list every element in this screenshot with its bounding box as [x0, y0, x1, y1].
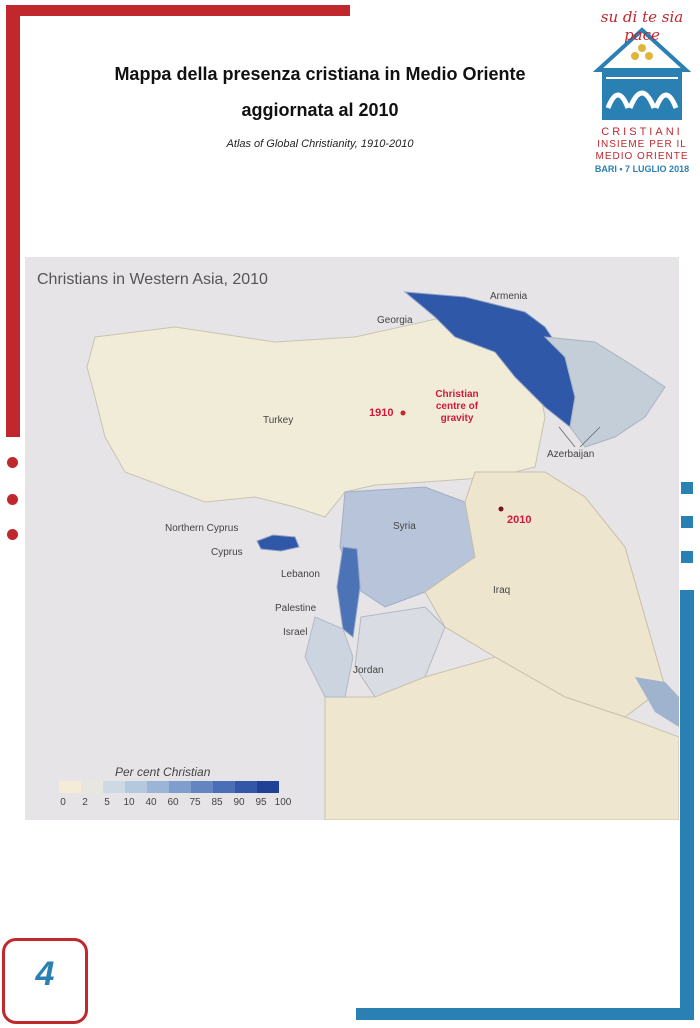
event-logo: [588, 8, 696, 176]
legend-title: Per cent Christian: [115, 765, 211, 779]
map-title: Christians in Western Asia, 2010: [37, 271, 268, 288]
gravity-caption-line2: centre of: [435, 401, 479, 412]
legend-tick-label: 100: [274, 797, 292, 808]
page-title-line2: aggiornata al 2010: [241, 100, 399, 120]
legend-swatch: [59, 781, 81, 793]
decor-dot: [7, 529, 18, 540]
legend-swatch: [81, 781, 103, 793]
legend-swatch: [125, 781, 147, 793]
source-caption: Atlas of Global Christianity, 1910-2010: [226, 138, 414, 150]
label-armenia: Armenia: [490, 291, 528, 302]
legend-tick-label: 10: [123, 797, 135, 808]
legend-color-bar: [59, 781, 279, 793]
frame-top-bar: [6, 5, 350, 16]
legend-swatch: [169, 781, 191, 793]
legend-tick-label: 60: [167, 797, 179, 808]
gravity-caption-line3: gravity: [440, 413, 474, 424]
legend-tick-label: 75: [189, 797, 201, 808]
page-number-box: [2, 938, 88, 1024]
frame-bottom-bar: [356, 1008, 694, 1020]
legend-swatch: [213, 781, 235, 793]
decor-dot: [7, 457, 18, 468]
legend-tick-label: 0: [60, 797, 66, 808]
map-graphic: [25, 257, 679, 820]
gravity-point-2010: [499, 507, 504, 512]
logo-text-line2: INSIEME PER IL: [597, 139, 687, 150]
label-iraq: Iraq: [493, 585, 511, 596]
legend-tick-label: 95: [255, 797, 267, 808]
frame-left-bar: [6, 5, 20, 437]
legend-swatch: [257, 781, 279, 793]
label-palestine: Palestine: [275, 603, 317, 614]
gravity-1910-label: 1910: [369, 407, 394, 419]
label-cyprus: Cyprus: [211, 547, 243, 558]
decor-square: [681, 551, 693, 563]
label-georgia: Georgia: [377, 315, 413, 326]
decor-square: [681, 516, 693, 528]
label-jordan: Jordan: [353, 665, 384, 676]
label-lebanon: Lebanon: [281, 569, 320, 580]
legend-tick-label: 2: [82, 797, 88, 808]
christians-map: [25, 257, 679, 820]
label-northern-cyprus: Northern Cyprus: [165, 523, 239, 534]
legend-tick-label: 40: [145, 797, 157, 808]
label-israel: Israel: [283, 627, 308, 638]
logo-script: su di te sia pace: [600, 8, 684, 44]
gravity-point-1910: [401, 411, 406, 416]
label-azerbaijan: Azerbaijan: [547, 449, 595, 460]
page-title: Mappa della presenza cristiana in Medio Oriente: [114, 64, 526, 84]
logo-date: BARI • 7 LUGLIO 2018: [594, 164, 690, 174]
legend-swatch: [235, 781, 257, 793]
decor-square: [681, 482, 693, 494]
page-number: 4: [35, 955, 55, 993]
frame-right-bar: [680, 590, 694, 1020]
legend-swatch: [147, 781, 169, 793]
gravity-2010-label: 2010: [507, 514, 532, 526]
logo-text-line3: MEDIO ORIENTE: [595, 151, 689, 162]
gravity-caption-line1: Christian: [435, 389, 479, 400]
legend-tick-label: 90: [233, 797, 245, 808]
gravity-caption: [421, 389, 493, 425]
label-syria: Syria: [393, 521, 416, 532]
legend-swatch: [191, 781, 213, 793]
legend-ticks: [52, 797, 294, 808]
legend-tick-label: 85: [211, 797, 223, 808]
legend-swatch: [103, 781, 125, 793]
legend-tick-label: 5: [104, 797, 110, 808]
decor-dot: [7, 494, 18, 505]
label-turkey: Turkey: [263, 415, 294, 426]
logo-text-line1: CRISTIANI: [601, 126, 683, 138]
